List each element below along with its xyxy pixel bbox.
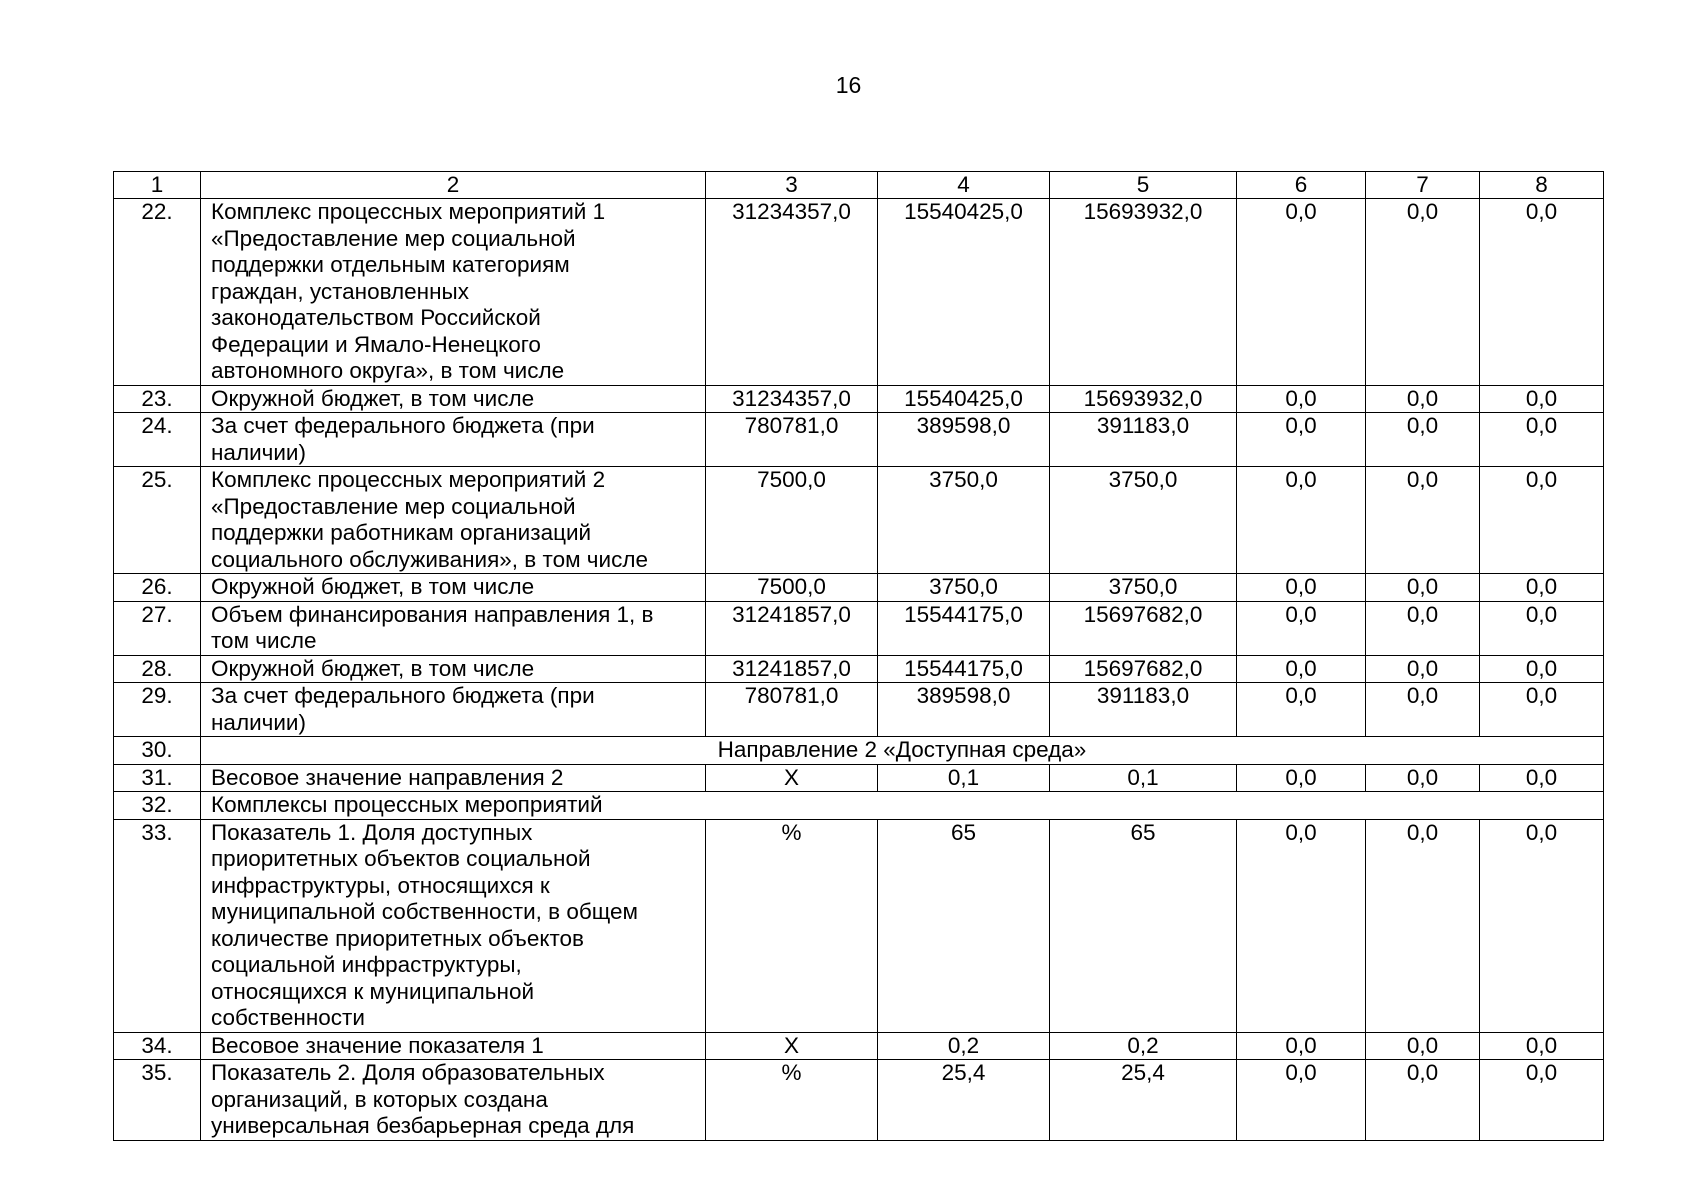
cell-col3: % [706,819,878,1032]
cell-col3: % [706,1060,878,1141]
column-number-2: 2 [201,172,706,199]
row-number: 33. [114,819,201,1032]
cell-col8: 0,0 [1480,655,1604,683]
cell-col8: 0,0 [1480,1060,1604,1141]
column-number-6: 6 [1237,172,1366,199]
cell-col7: 0,0 [1366,467,1480,574]
section-heading: Направление 2 «Доступная среда» [201,737,1604,765]
row-label: Комплекс процессных мероприятий 1 «Предоставление мер социальной поддержки отдельным категориям граждан, установленных законодательством Российской Федерации и Ямало-Ненецкого автономного округа», в том числе [201,199,706,386]
row-number: 29. [114,683,201,737]
cell-col6: 0,0 [1237,385,1366,413]
table-row [114,683,1604,737]
row-number: 27. [114,601,201,655]
cell-col5: 25,4 [1050,1060,1237,1141]
cell-col6: 0,0 [1237,574,1366,602]
cell-col4: 15540425,0 [878,199,1050,386]
table-row [114,1032,1604,1060]
column-number-8: 8 [1480,172,1604,199]
cell-col7: 0,0 [1366,601,1480,655]
row-number: 22. [114,199,201,386]
table-row [114,764,1604,792]
cell-col3: 780781,0 [706,683,878,737]
row-number: 28. [114,655,201,683]
cell-col5: 3750,0 [1050,467,1237,574]
column-number-4: 4 [878,172,1050,199]
cell-col6: 0,0 [1237,1032,1366,1060]
row-label: Комплекс процессных мероприятий 2 «Предоставление мер социальной поддержки работникам организаций социального обслуживания», в том числе [201,467,706,574]
table-row [114,467,1604,574]
cell-col8: 0,0 [1480,413,1604,467]
cell-col4: 389598,0 [878,413,1050,467]
cell-col3: 780781,0 [706,413,878,467]
cell-col8: 0,0 [1480,601,1604,655]
cell-col4: 15540425,0 [878,385,1050,413]
cell-col3: 7500,0 [706,467,878,574]
cell-col7: 0,0 [1366,819,1480,1032]
row-label: Показатель 2. Доля образовательных организаций, в которых создана универсальная безбарьерная среда для [201,1060,706,1141]
cell-col3: 7500,0 [706,574,878,602]
cell-col5: 15697682,0 [1050,655,1237,683]
table-row [114,819,1604,1032]
cell-col7: 0,0 [1366,1060,1480,1141]
cell-col4: 15544175,0 [878,601,1050,655]
cell-col5: 3750,0 [1050,574,1237,602]
table-row [114,385,1604,413]
cell-col8: 0,0 [1480,683,1604,737]
cell-col3: 31241857,0 [706,655,878,683]
cell-col4: 65 [878,819,1050,1032]
row-label: За счет федерального бюджета (при наличии) [201,413,706,467]
row-number: 32. [114,792,201,820]
cell-col7: 0,0 [1366,385,1480,413]
cell-col3: 31234357,0 [706,385,878,413]
cell-col7: 0,0 [1366,683,1480,737]
cell-col7: 0,0 [1366,413,1480,467]
table-row [114,1060,1604,1141]
cell-col4: 389598,0 [878,683,1050,737]
table-row-section [114,737,1604,765]
cell-col8: 0,0 [1480,1032,1604,1060]
table-row [114,574,1604,602]
cell-col7: 0,0 [1366,574,1480,602]
cell-col5: 0,1 [1050,764,1237,792]
table-row [114,601,1604,655]
row-label: Окружной бюджет, в том числе [201,655,706,683]
cell-col5: 391183,0 [1050,683,1237,737]
cell-col5: 65 [1050,819,1237,1032]
cell-col6: 0,0 [1237,413,1366,467]
column-number-3: 3 [706,172,878,199]
row-number: 35. [114,1060,201,1141]
cell-col6: 0,0 [1237,683,1366,737]
row-number: 23. [114,385,201,413]
cell-col4: 0,2 [878,1032,1050,1060]
column-number-5: 5 [1050,172,1237,199]
cell-col4: 3750,0 [878,467,1050,574]
cell-col5: 15693932,0 [1050,199,1237,386]
cell-col7: 0,0 [1366,1032,1480,1060]
cell-col6: 0,0 [1237,655,1366,683]
cell-col3: Х [706,764,878,792]
row-label: За счет федерального бюджета (при наличии) [201,683,706,737]
cell-col3: 31234357,0 [706,199,878,386]
cell-col5: 391183,0 [1050,413,1237,467]
row-number: 34. [114,1032,201,1060]
row-number: 26. [114,574,201,602]
table-row-subsection [114,792,1604,820]
cell-col7: 0,0 [1366,764,1480,792]
row-label: Окружной бюджет, в том числе [201,574,706,602]
budget-table [113,171,1604,1141]
row-label: Объем финансирования направления 1, в том числе [201,601,706,655]
table-row [114,413,1604,467]
cell-col6: 0,0 [1237,1060,1366,1141]
row-label: Показатель 1. Доля доступных приоритетных объектов социальной инфраструктуры, относящихся к муниципальной собственности, в общем количестве приоритетных объектов социальной инфраструктуры, относящихся к муниципальной собственности [201,819,706,1032]
column-number-7: 7 [1366,172,1480,199]
cell-col8: 0,0 [1480,819,1604,1032]
cell-col5: 15693932,0 [1050,385,1237,413]
column-number-header-row [114,172,1604,199]
cell-col7: 0,0 [1366,655,1480,683]
cell-col5: 15697682,0 [1050,601,1237,655]
cell-col6: 0,0 [1237,199,1366,386]
cell-col4: 25,4 [878,1060,1050,1141]
cell-col8: 0,0 [1480,385,1604,413]
table-row [114,199,1604,386]
cell-col6: 0,0 [1237,764,1366,792]
row-number: 24. [114,413,201,467]
row-label: Окружной бюджет, в том числе [201,385,706,413]
row-number: 25. [114,467,201,574]
subsection-heading: Комплексы процессных мероприятий [201,792,1604,820]
cell-col4: 15544175,0 [878,655,1050,683]
column-number-1: 1 [114,172,201,199]
table-row [114,655,1604,683]
cell-col6: 0,0 [1237,467,1366,574]
cell-col4: 3750,0 [878,574,1050,602]
cell-col7: 0,0 [1366,199,1480,386]
row-number: 30. [114,737,201,765]
cell-col8: 0,0 [1480,574,1604,602]
cell-col6: 0,0 [1237,601,1366,655]
row-label: Весовое значение показателя 1 [201,1032,706,1060]
cell-col4: 0,1 [878,764,1050,792]
page-number: 16 [835,72,862,98]
row-number: 31. [114,764,201,792]
cell-col3: Х [706,1032,878,1060]
cell-col6: 0,0 [1237,819,1366,1032]
cell-col8: 0,0 [1480,764,1604,792]
cell-col8: 0,0 [1480,467,1604,574]
cell-col5: 0,2 [1050,1032,1237,1060]
cell-col8: 0,0 [1480,199,1604,386]
cell-col3: 31241857,0 [706,601,878,655]
row-label: Весовое значение направления 2 [201,764,706,792]
